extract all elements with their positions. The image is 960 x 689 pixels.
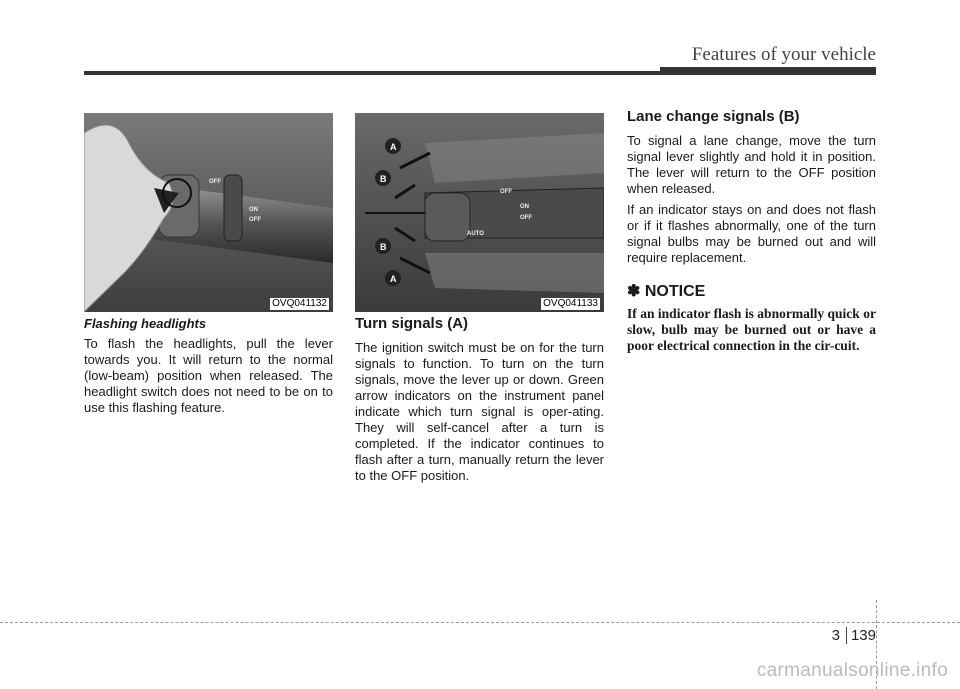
figure-code: OVQ041132 [272, 298, 327, 309]
page-number [832, 627, 876, 644]
lever-mark-label: ON [520, 204, 529, 210]
figure-code: OVQ041133 [543, 298, 598, 309]
lever-mark-label: ON [249, 207, 258, 213]
section-title: Lane change signals (B) [627, 108, 800, 125]
lever-hand-illustration [84, 113, 333, 312]
figure-turn-signals [355, 113, 604, 312]
lever-positions-illustration [355, 113, 604, 312]
column-turn-signals [355, 316, 604, 489]
page-number-value: 139 [850, 627, 876, 644]
lever-mark-label: OFF [520, 215, 532, 221]
running-header-title: Features of your vehicle [691, 44, 876, 65]
lever-mark-label: OFF [249, 217, 261, 223]
callout-letter: A [390, 142, 397, 152]
callout-letter: B [380, 174, 387, 184]
column-lane-change [627, 109, 876, 354]
lever-mark-label: OFF [500, 189, 512, 195]
body-paragraph: To flash the headlights, pull the lever towards you. It will return to the normal (low-beam) position when released. The headlight switch does not need to be on to use this flashing feature. [84, 336, 333, 415]
footer-rule [0, 622, 960, 623]
body-paragraph: The ignition switch must be on for the turn signals to function. To turn on the turn signals, move the lever up or down. Green arrow indicators on the instrument panel indicate which turn signal is oper-ating. They will self-cancel after a turn is completed. If the indicator continues to flash after a turn, manually return the lever to the OFF position. [355, 340, 604, 483]
section-title: Turn signals (A) [355, 315, 469, 332]
callout-letter: B [380, 242, 387, 252]
notice-heading: ✽ NOTICE [627, 283, 706, 300]
lever-mark-label: OFF [209, 179, 221, 185]
body-paragraph: If an indicator stays on and does not flash or if it flashes abnormally, one of the turn signal bulbs may be burned out and will require replacement. [627, 202, 876, 265]
chapter-number: 3 [832, 627, 847, 644]
figure-flashing-headlights [84, 113, 333, 312]
notice-text: If an indicator flash is abnormally quick or slow, bulb may be burned out or have a poor electrical connection in the cir-cuit. [627, 306, 876, 353]
subsection-title: Flashing headlights [84, 316, 207, 331]
column-flashing-headlights [84, 316, 333, 421]
header-rule-accent [660, 67, 876, 73]
watermark: carmanualsonline.info [756, 660, 948, 681]
callout-letter: A [390, 274, 397, 284]
body-paragraph: To signal a lane change, move the turn signal lever slightly and hold it in position. The lever will return to the OFF position when released. [627, 133, 876, 196]
lever-mark-label: AUTO [467, 231, 484, 237]
